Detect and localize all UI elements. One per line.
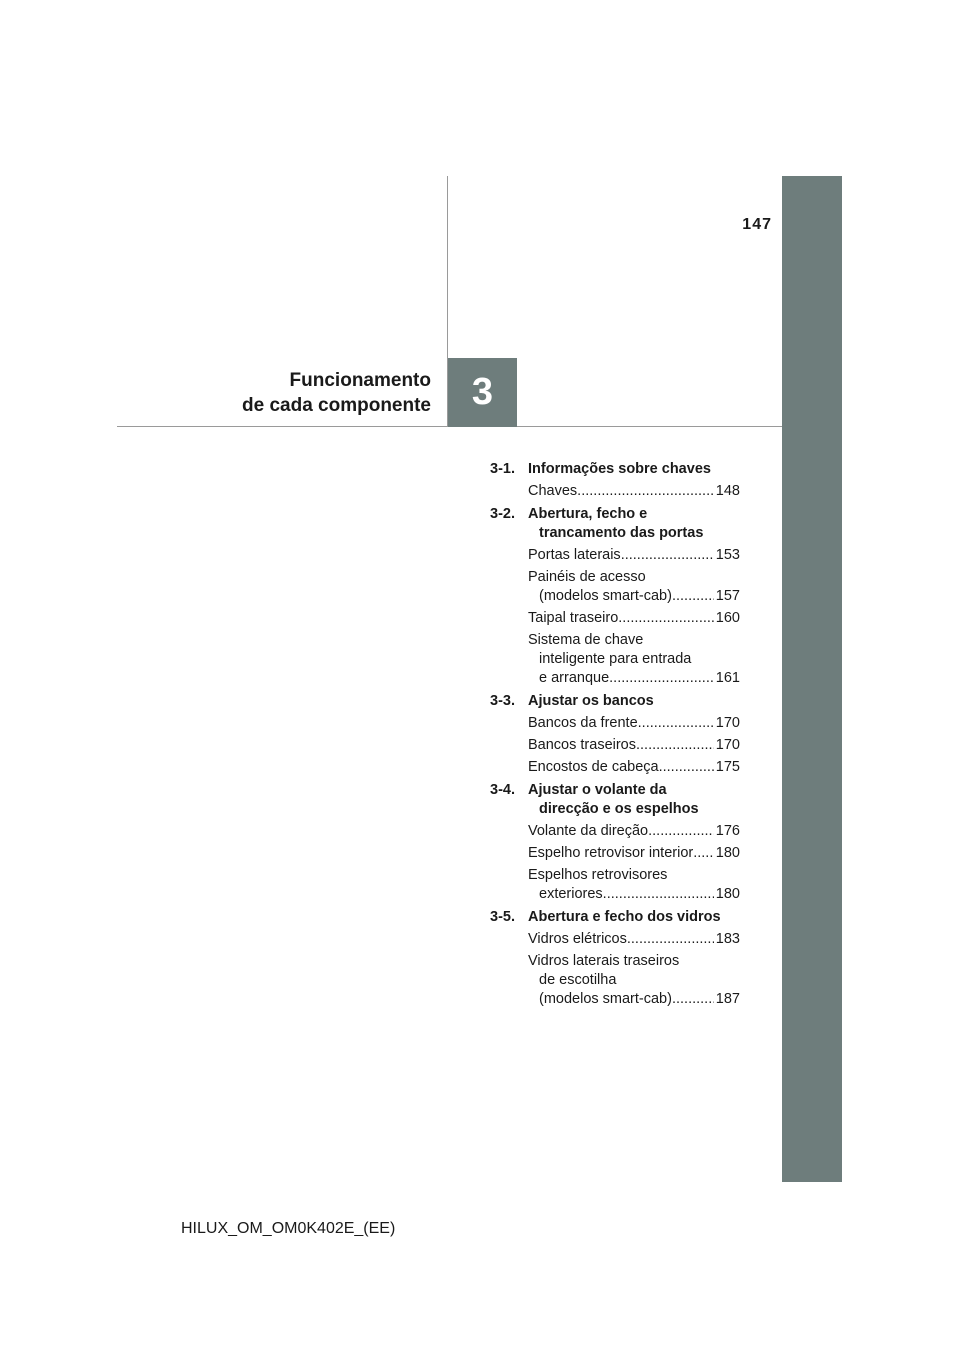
section-number: 3-4. <box>490 782 515 798</box>
entry-page-number: 187 <box>715 991 740 1007</box>
entry-text: Chaves <box>528 483 578 499</box>
section-title-line: Abertura, fecho e <box>528 506 648 522</box>
chapter-title-line1: Funcionamento <box>289 370 431 391</box>
toc-entry[interactable] <box>528 866 740 904</box>
entry-page-number: 180 <box>715 845 740 861</box>
dot-leader <box>603 885 714 904</box>
entry-text-line: Painéis de acesso <box>528 569 646 585</box>
entry-last-line <box>528 546 740 565</box>
section-title <box>528 908 740 927</box>
entry-text: Espelho retrovisor interior <box>528 845 694 861</box>
chapter-title <box>180 368 431 418</box>
chapter-number-box <box>448 358 517 427</box>
dot-leader <box>627 930 714 949</box>
chapter-number: 3 <box>471 371 494 413</box>
section-number: 3-1. <box>490 461 515 477</box>
entry-text: Bancos da frente <box>528 715 638 731</box>
section-title <box>528 505 740 543</box>
entry-page-number: 148 <box>715 483 740 499</box>
dot-leader <box>648 822 714 841</box>
entry-text: (modelos smart-cab) <box>539 991 672 1007</box>
entry-last-line <box>528 822 740 841</box>
entry-page-number: 160 <box>715 610 740 626</box>
entry-text-line: Espelhos retrovisores <box>528 867 668 883</box>
entry-text-line: Sistema de chave <box>528 632 644 648</box>
section-title <box>528 460 740 479</box>
toc-entry[interactable] <box>528 482 740 501</box>
document-code-footer: HILUX_OM_OM0K402E_(EE) <box>181 1220 396 1237</box>
section-title-line: Abertura e fecho dos vidros <box>528 909 721 925</box>
entry-last-line <box>528 587 740 606</box>
section-number: 3-2. <box>490 506 515 522</box>
entry-text-line: de escotilha <box>539 972 617 988</box>
toc-section <box>490 908 740 1009</box>
entry-page-number: 180 <box>715 886 740 902</box>
entry-page-number: 170 <box>715 737 740 753</box>
entry-text-line: Vidros laterais traseiros <box>528 953 680 969</box>
section-title-line: Ajustar os bancos <box>528 693 654 709</box>
toc-entry[interactable] <box>528 844 740 863</box>
toc-section <box>490 692 740 777</box>
dot-leader <box>693 844 714 863</box>
chapter-side-tab <box>782 176 842 1182</box>
toc-entry[interactable] <box>528 546 740 565</box>
toc-entry[interactable] <box>528 822 740 841</box>
toc-entry[interactable] <box>528 952 740 1009</box>
entry-page-number: 161 <box>715 670 740 686</box>
entry-last-line <box>528 990 740 1009</box>
entry-text: Encostos de cabeça <box>528 759 659 775</box>
entry-page-number: 170 <box>715 715 740 731</box>
toc-section <box>490 505 740 688</box>
entry-last-line <box>528 669 740 688</box>
dot-leader <box>638 714 714 733</box>
toc-entry[interactable] <box>528 631 740 688</box>
section-number: 3-5. <box>490 909 515 925</box>
toc-entry[interactable] <box>528 568 740 606</box>
entry-text: e arranque <box>539 670 610 686</box>
section-title <box>528 692 740 711</box>
entry-last-line <box>528 930 740 949</box>
section-title-line: Ajustar o volante da <box>528 782 667 798</box>
chapter-title-line2: de cada componente <box>242 395 431 416</box>
entry-text-line: inteligente para entrada <box>539 651 692 667</box>
entry-page-number: 176 <box>715 823 740 839</box>
entry-last-line <box>528 758 740 777</box>
entry-text: Bancos traseiros <box>528 737 636 753</box>
entry-last-line <box>528 609 740 628</box>
section-number: 3-3. <box>490 693 515 709</box>
toc-entry[interactable] <box>528 736 740 755</box>
dot-leader <box>577 482 714 501</box>
entry-text: Portas laterais <box>528 547 621 563</box>
entry-page-number: 175 <box>715 759 740 775</box>
toc-entry[interactable] <box>528 714 740 733</box>
entry-page-number: 157 <box>715 588 740 604</box>
toc-entry[interactable] <box>528 758 740 777</box>
dot-leader <box>659 758 714 777</box>
entry-last-line <box>528 482 740 501</box>
table-of-contents <box>490 460 740 1009</box>
entry-text: Volante da direção <box>528 823 649 839</box>
entry-page-number: 153 <box>715 547 740 563</box>
entry-text: Taipal traseiro <box>528 610 619 626</box>
section-title <box>528 781 740 819</box>
dot-leader <box>621 546 714 565</box>
dot-leader <box>672 990 714 1009</box>
toc-entry[interactable] <box>528 930 740 949</box>
dot-leader <box>609 669 714 688</box>
entry-last-line <box>528 844 740 863</box>
toc-section <box>490 781 740 904</box>
dot-leader <box>618 609 714 628</box>
section-title-line: direcção e os espelhos <box>539 801 699 817</box>
toc-section <box>490 460 740 501</box>
dot-leader <box>636 736 714 755</box>
entry-text: (modelos smart-cab) <box>539 588 672 604</box>
page-number: 147 <box>742 216 772 233</box>
section-title-line: Informações sobre chaves <box>528 461 711 477</box>
toc-entry[interactable] <box>528 609 740 628</box>
entry-text: exteriores <box>539 886 603 902</box>
dot-leader <box>672 587 714 606</box>
entry-last-line <box>528 885 740 904</box>
entry-last-line <box>528 736 740 755</box>
entry-text: Vidros elétricos <box>528 931 627 947</box>
entry-last-line <box>528 714 740 733</box>
section-title-line: trancamento das portas <box>539 525 704 541</box>
entry-page-number: 183 <box>715 931 740 947</box>
